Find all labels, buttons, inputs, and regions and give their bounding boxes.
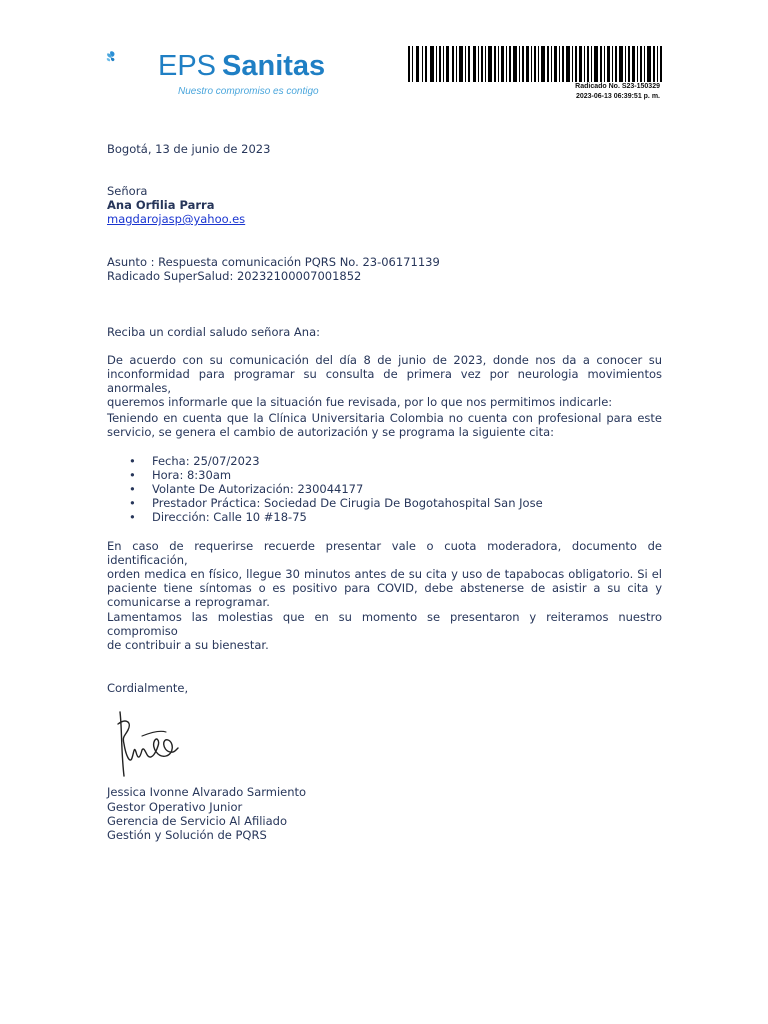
paragraph-1-line: De acuerdo con su comunicación del día 8 de junio de 2023, donde nos da a conocer su xyxy=(107,353,662,367)
paragraph-2 xyxy=(107,411,662,439)
brand-tagline: Nuestro compromiso es contigo xyxy=(178,86,319,97)
paragraph-4-line: de contribuir a su bienestar. xyxy=(107,638,269,652)
paragraph-3-line: comunicarse a reprogramar. xyxy=(107,595,270,609)
signer-department: Gerencia de Servicio Al Afiliado xyxy=(107,814,287,828)
paragraph-1 xyxy=(107,353,662,409)
subject-line: Asunto : Respuesta comunicación PQRS No. 23-06171139 xyxy=(107,255,440,269)
list-item: • Prestador Práctica: Sociedad De Cirugia De Bogotahospital San Jose xyxy=(107,496,543,510)
paragraph-3-line: En caso de requerirse recuerde presentar vale o cuota moderadora, documento de identificación, xyxy=(107,539,662,567)
recipient-name: Ana Orfilia Parra xyxy=(107,198,215,212)
appointment-details-list xyxy=(107,454,543,524)
radicado-number: Radicado No. S23-150329 xyxy=(575,83,660,90)
paragraph-1-line: queremos informarle que la situación fue revisada, por lo que nos permitimos indicarle: xyxy=(107,395,613,409)
list-item: • Fecha: 25/07/2023 xyxy=(107,454,543,468)
salutation-title: Señora xyxy=(107,184,148,198)
brand-eps: EPS xyxy=(158,50,217,82)
list-item: • Volante De Autorización: 230044177 xyxy=(107,482,543,496)
signer-name: Jessica Ivonne Alvarado Sarmiento xyxy=(107,785,307,799)
list-item: • Hora: 8:30am xyxy=(107,468,543,482)
paragraph-3-line: orden medica en físico, llegue 30 minutos antes de su cita y uso de tapabocas obligatorio. Si el xyxy=(107,567,662,581)
signer-role: Gestor Operativo Junior xyxy=(107,800,243,814)
list-item: • Dirección: Calle 10 #18-75 xyxy=(107,510,543,524)
closing: Cordialmente, xyxy=(107,681,189,695)
recipient-email-link[interactable]: magdarojasp@yahoo.es xyxy=(107,212,246,226)
paragraph-4 xyxy=(107,610,662,652)
brand-sanitas: Sanitas xyxy=(222,50,326,82)
barcode-icon xyxy=(408,46,662,82)
brand-name xyxy=(158,49,325,83)
place-date: Bogotá, 13 de junio de 2023 xyxy=(107,142,271,156)
signature-icon xyxy=(112,706,182,788)
radicado-timestamp: 2023-06-13 06:39:51 p. m. xyxy=(575,93,660,100)
eps-sanitas-logo-icon xyxy=(106,32,158,84)
paragraph-2-line: servicio, se genera el cambio de autorización y se programa la siguiente cita: xyxy=(107,425,555,439)
paragraph-1-line: inconformidad para programar su consulta de primera vez por neurologia movimientos anormales, xyxy=(107,367,662,395)
radicado-supersalud: Radicado SuperSalud: 20232100007001852 xyxy=(107,269,362,283)
paragraph-4-line: Lamentamos las molestias que en su momento se presentaron y reiteramos nuestro compromiso xyxy=(107,610,662,638)
signer-unit: Gestión y Solución de PQRS xyxy=(107,828,267,842)
paragraph-3-line: paciente tiene síntomas o es positivo para COVID, debe abstenerse de asistir a su cita y xyxy=(107,581,662,595)
paragraph-3 xyxy=(107,539,662,609)
greeting: Reciba un cordial saludo señora Ana: xyxy=(107,325,320,339)
paragraph-2-line: Teniendo en cuenta que la Clínica Universitaria Colombia no cuenta con profesional para este xyxy=(107,411,662,425)
